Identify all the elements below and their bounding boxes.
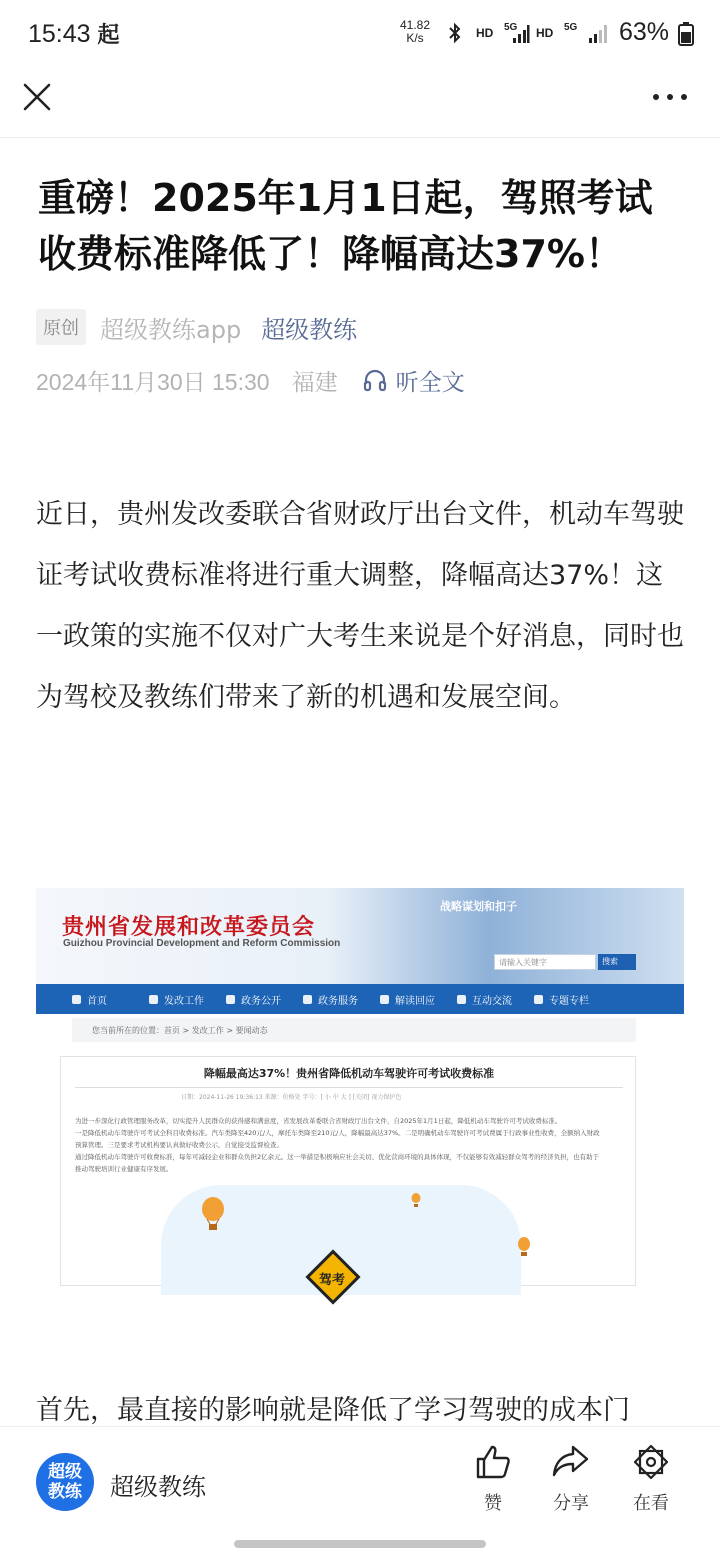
embed-article-card (60, 1056, 636, 1286)
embed-body-line: 推动驾驶培训行业健康有序发展。 (75, 1165, 173, 1173)
embed-banner-subtitle: Guizhou Provincial Development and Reform Commission (63, 938, 341, 949)
article-meta (36, 309, 357, 345)
embed-body-line: 一是降低机动车驾驶许可考试全科目收费标准。汽车类降至420元/人，摩托车类降至210元/人，降幅最高达37%。二是明确机动车驾驶许可考试费属于行政事业性收费，全额纳入财政 (75, 1129, 600, 1137)
home-icon (72, 995, 81, 1004)
signal-icon-1 (512, 24, 530, 44)
like-label: 赞 (484, 1493, 502, 1514)
document-icon (226, 995, 235, 1004)
net-speed-value: 41.82 (400, 18, 431, 32)
close-icon[interactable] (20, 80, 54, 114)
publish-location: 福建 (291, 368, 338, 395)
net-speed (400, 19, 430, 45)
embed-banner (36, 888, 684, 984)
briefcase-icon (149, 995, 158, 1004)
like-button[interactable] (458, 1443, 528, 1515)
chat-icon (457, 995, 466, 1004)
embed-nav-item (72, 992, 149, 1007)
flower-icon (632, 1443, 670, 1481)
signal-icon-2 (588, 24, 610, 44)
embed-nav-label: 解读回应 (395, 995, 435, 1007)
embed-nav-item (457, 992, 534, 1007)
embed-nav-label: 政务公开 (241, 995, 281, 1007)
clock: 15:43 (28, 20, 91, 48)
home-indicator[interactable] (234, 1540, 486, 1548)
embed-slogan: 战略谋划和扣子 (440, 900, 517, 913)
original-badge: 原创 (36, 309, 86, 345)
driving-test-sign (303, 1247, 363, 1307)
share-button[interactable] (536, 1443, 606, 1515)
embed-search-input: 请输入关键字 (494, 954, 596, 970)
embed-nav-label: 首页 (87, 995, 107, 1007)
embed-body-line: 通过降低机动车驾驶许可收费标准，每年可减轻企业和群众负担2亿余元。这一举措是积极响应社会关切、优化营商环境的具体体现，不仅能够有效减轻群众驾考的经济负担，也有助于 (75, 1153, 600, 1161)
headphones-icon (362, 367, 388, 393)
status-bar (0, 0, 720, 66)
sign-text: 驾考 (319, 1273, 346, 1288)
article-paragraph-2: 首先，最直接的影响就是降低了学习驾驶的成本门 (36, 1395, 630, 1426)
embed-banner-title: 贵州省发展和改革委员会 (62, 915, 316, 940)
status-time-suffix: 起 (97, 22, 120, 47)
balloon-icon (411, 1193, 421, 1209)
embed-card-title: 降幅最高达37%！贵州省降低机动车驾驶许可考试收费标准 (203, 1067, 495, 1080)
watching-label: 在看 (633, 1493, 669, 1514)
embed-nav-label: 发改工作 (164, 995, 204, 1007)
net-speed-unit: K/s (406, 31, 424, 45)
battery-percent: 63% (619, 18, 670, 46)
battery-icon (678, 22, 694, 46)
embed-nav-item (534, 992, 611, 1007)
balloon-icon (201, 1197, 225, 1233)
embed-body (75, 1115, 623, 1175)
watching-button[interactable] (616, 1443, 686, 1515)
status-time (28, 18, 120, 49)
embed-nav-item (226, 992, 303, 1007)
article-author: 超级教练app (100, 315, 242, 344)
balloon-icon (517, 1237, 531, 1259)
avatar[interactable] (36, 1453, 94, 1511)
embed-search-button: 搜索 (598, 954, 636, 970)
embed-breadcrumb: 您当前所在的位置：首页 > 发改工作 > 要闻动态 (72, 1018, 636, 1042)
embed-nav-item (149, 992, 226, 1007)
embed-card-meta: 日期：2024-11-26 19:36:13 来源：价格处 字号：[ 小 中 大 ] [关闭] 视力保护色 (181, 1094, 402, 1101)
network-type-1: 5G (504, 22, 518, 33)
list-icon (534, 995, 543, 1004)
hd-indicator-2: HD (536, 26, 554, 40)
account-name[interactable]: 超级教练 (110, 1473, 206, 1501)
article-image[interactable] (36, 888, 684, 1288)
article-paragraph-1: 近日，贵州发改委联合省财政厅出台文件，机动车驾驶证考试收费标准将进行重大调整，降幅高达37%！这一政策的实施不仅对广大考生来说是个好消息，同时也为驾校及教练们带来了新的机遇和发展空间。 (36, 499, 684, 713)
listen-button[interactable] (362, 364, 465, 397)
embed-nav-item (380, 992, 457, 1007)
embed-nav-label: 互动交流 (472, 995, 512, 1007)
more-icon[interactable] (650, 82, 690, 112)
avatar-text: 超级教练 (48, 1462, 82, 1502)
embed-nav (36, 984, 684, 1014)
article-meta-date (36, 362, 465, 398)
bluetooth-icon (446, 22, 464, 44)
embed-body-line: 为进一步深化行政管理服务改革，切实提升人民群众的获得感和满意度，省发展改革委联合省财政厅出台文件，自2025年1月1日起，降低机动车驾驶许可考试收费标准。 (75, 1117, 562, 1125)
article-title: 重磅！2025年1月1日起，驾照考试收费标准降低了！降幅高达37%！ (38, 176, 653, 276)
embed-nav-label: 政务服务 (318, 995, 358, 1007)
network-type-2: 5G (564, 22, 578, 33)
account-link[interactable]: 超级教练 (261, 315, 358, 344)
share-label: 分享 (553, 1493, 589, 1514)
thumbs-up-icon (474, 1443, 512, 1481)
listen-label: 听全文 (395, 368, 465, 395)
share-icon (551, 1443, 591, 1481)
embed-body-line: 预算管理。三是要求考试机构要认真做好收费公示，自觉接受监督检查。 (75, 1141, 283, 1149)
publish-datetime: 2024年11月30日 15:30 (36, 368, 270, 395)
user-icon (303, 995, 312, 1004)
hd-indicator-1: HD (476, 26, 494, 40)
embed-divider (75, 1087, 623, 1088)
book-icon (380, 995, 389, 1004)
embed-nav-item (303, 992, 380, 1007)
top-nav (0, 66, 720, 138)
embed-nav-label: 专题专栏 (549, 995, 589, 1007)
